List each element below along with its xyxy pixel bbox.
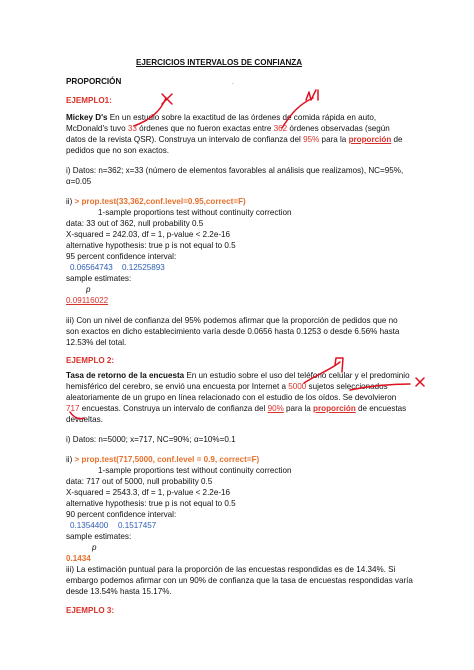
output-line: sample estimates: — [66, 532, 132, 541]
value-surveys-returned: 717 — [66, 404, 80, 413]
estimate-value: 0.1434 — [66, 554, 91, 563]
example2-statement-line3: aleatoriamente de un grupo en línea relacionado con el estudio de los oídos. Se devolvieron — [66, 393, 397, 402]
ci-upper: 0.12525893 — [122, 263, 165, 272]
r-command: > prop.test(33,362,conf.level=0.95,correct=F) — [74, 197, 246, 206]
example2-heading: EJEMPLO 2: — [66, 356, 115, 365]
text: ii) — [66, 455, 75, 464]
example2-conclusion-line2: embargo podemos afirmar con un 90% de confianza que la tasa de encuestas respondidas varía — [66, 576, 413, 585]
text: de — [391, 135, 403, 144]
text: órdenes observadas (según — [287, 124, 390, 133]
text: para la — [283, 404, 314, 413]
estimate-value: 0.09116022 — [66, 296, 109, 305]
example3-heading: EJEMPLO 3: — [66, 606, 115, 615]
example1-conclusion-line1: iii) Con un nivel de confianza del 95% podemos afirmar que la proporción de pedidos que no — [66, 316, 398, 325]
text: órdenes que no fueron exactas entre — [136, 124, 274, 133]
output-line: X-squared = 242.03, df = 1, p-value < 2.2e-16 — [66, 230, 231, 239]
example1-data-line2: α=0.05 — [66, 177, 92, 186]
output-line: 1-sample proportions test without continuity correction — [98, 208, 292, 217]
output-line: 95 percent confidence interval: — [66, 252, 177, 261]
page-title: EJERCICIOS INTERVALOS DE CONFIANZA — [136, 58, 303, 67]
value-wrong-orders: 33 — [127, 124, 137, 133]
r-command: > prop.test(717,5000, conf.level = 0.9, correct=F) — [74, 455, 260, 464]
ci-lower: 0.06564743 — [70, 263, 113, 272]
output-line: alternative hypothesis: true p is not equal to 0.5 — [66, 499, 236, 508]
value-confidence: 90% — [267, 404, 284, 413]
output-line: sample estimates: — [66, 274, 132, 283]
text: encuestas. Construya un intervalo de confianza del — [79, 404, 268, 413]
annotation-curve-total — [282, 98, 313, 128]
ci-lower: 0.1354400 — [70, 521, 109, 530]
example1-data-line1: i) Datos: n=362; x=33 (número de elementos favorables al análisis que realizamos), NC=95%, — [66, 166, 404, 175]
text: hemisférico del cerebro, se envió una encuesta por Internet a — [66, 382, 289, 391]
value-confidence: 95% — [303, 135, 320, 144]
output-line: data: 717 out of 5000, null probability 0.5 — [66, 477, 213, 486]
annotation-curve-n — [134, 98, 166, 126]
stray-dot: · — [232, 81, 234, 87]
keyword-proportion: proporción — [348, 135, 392, 144]
text: En un estudio sobre el uso del teléfono celular y el predominio — [184, 371, 410, 380]
output-line: alternative hypothesis: true p is not equal to 0.5 — [66, 241, 236, 250]
section-heading: PROPORCIÓN — [66, 77, 122, 86]
ci-upper: 0.1517457 — [118, 521, 157, 530]
text: McDonald's tuvo — [66, 124, 128, 133]
estimate-label: p — [86, 285, 91, 294]
output-line: 90 percent confidence interval: — [66, 510, 177, 519]
text: sujetos seleccionados — [306, 382, 388, 391]
value-total-orders: 362 — [273, 124, 288, 133]
output-line: data: 33 out of 362, null probability 0.5 — [66, 219, 204, 228]
annotation-x-mark2 — [416, 378, 424, 386]
output-line: X-squared = 2543.3, df = 1, p-value < 2.2e-16 — [66, 488, 231, 497]
example2-data-line: i) Datos: n=5000; x=717, NC=90%; α=10%=0.1 — [66, 435, 236, 444]
annotation-curve-x2 — [350, 384, 410, 390]
example1-title: Mickey D's — [66, 113, 108, 122]
example1-heading: EJEMPLO1: — [66, 96, 112, 105]
example2-statement-line5: devueltas. — [66, 415, 103, 424]
annotation-n-glyph — [306, 90, 318, 100]
example2-conclusion-line3: desde 13.54% hasta 15.17%. — [66, 587, 172, 596]
value-surveys-sent: 5000 — [288, 382, 307, 391]
estimate-label: p — [92, 543, 97, 552]
annotation-x-mark — [162, 94, 172, 104]
example1-conclusion-line2: son exactos en dicho establecimiento varía desde 0.0656 hasta 0.1253 o desde 6.56% hasta — [66, 327, 400, 336]
text: datos de la revista QSR). Construya un intervalo de confianza del — [66, 135, 304, 144]
example1-conclusion-line3: 12.53% del total. — [66, 338, 127, 347]
text: para la — [319, 135, 349, 144]
text: En un estudio sobre la exactitud de las órdenes de comida rápida en auto, — [107, 113, 377, 122]
example2-title: Tasa de retorno de la encuesta — [66, 371, 185, 380]
output-line: 1-sample proportions test without continuity correction — [98, 466, 292, 475]
keyword-proportion: proporción — [313, 404, 356, 413]
annotation-curve-ret — [70, 412, 84, 419]
example2-conclusion-line1: iii) La estimación puntual para la proporción de las encuestas respondidas es de 14.34%. Si — [66, 565, 396, 574]
text: ii) — [66, 197, 75, 206]
example1-statement-line4: pedidos que no son exactos. — [66, 146, 170, 155]
text: de encuestas — [355, 404, 407, 413]
